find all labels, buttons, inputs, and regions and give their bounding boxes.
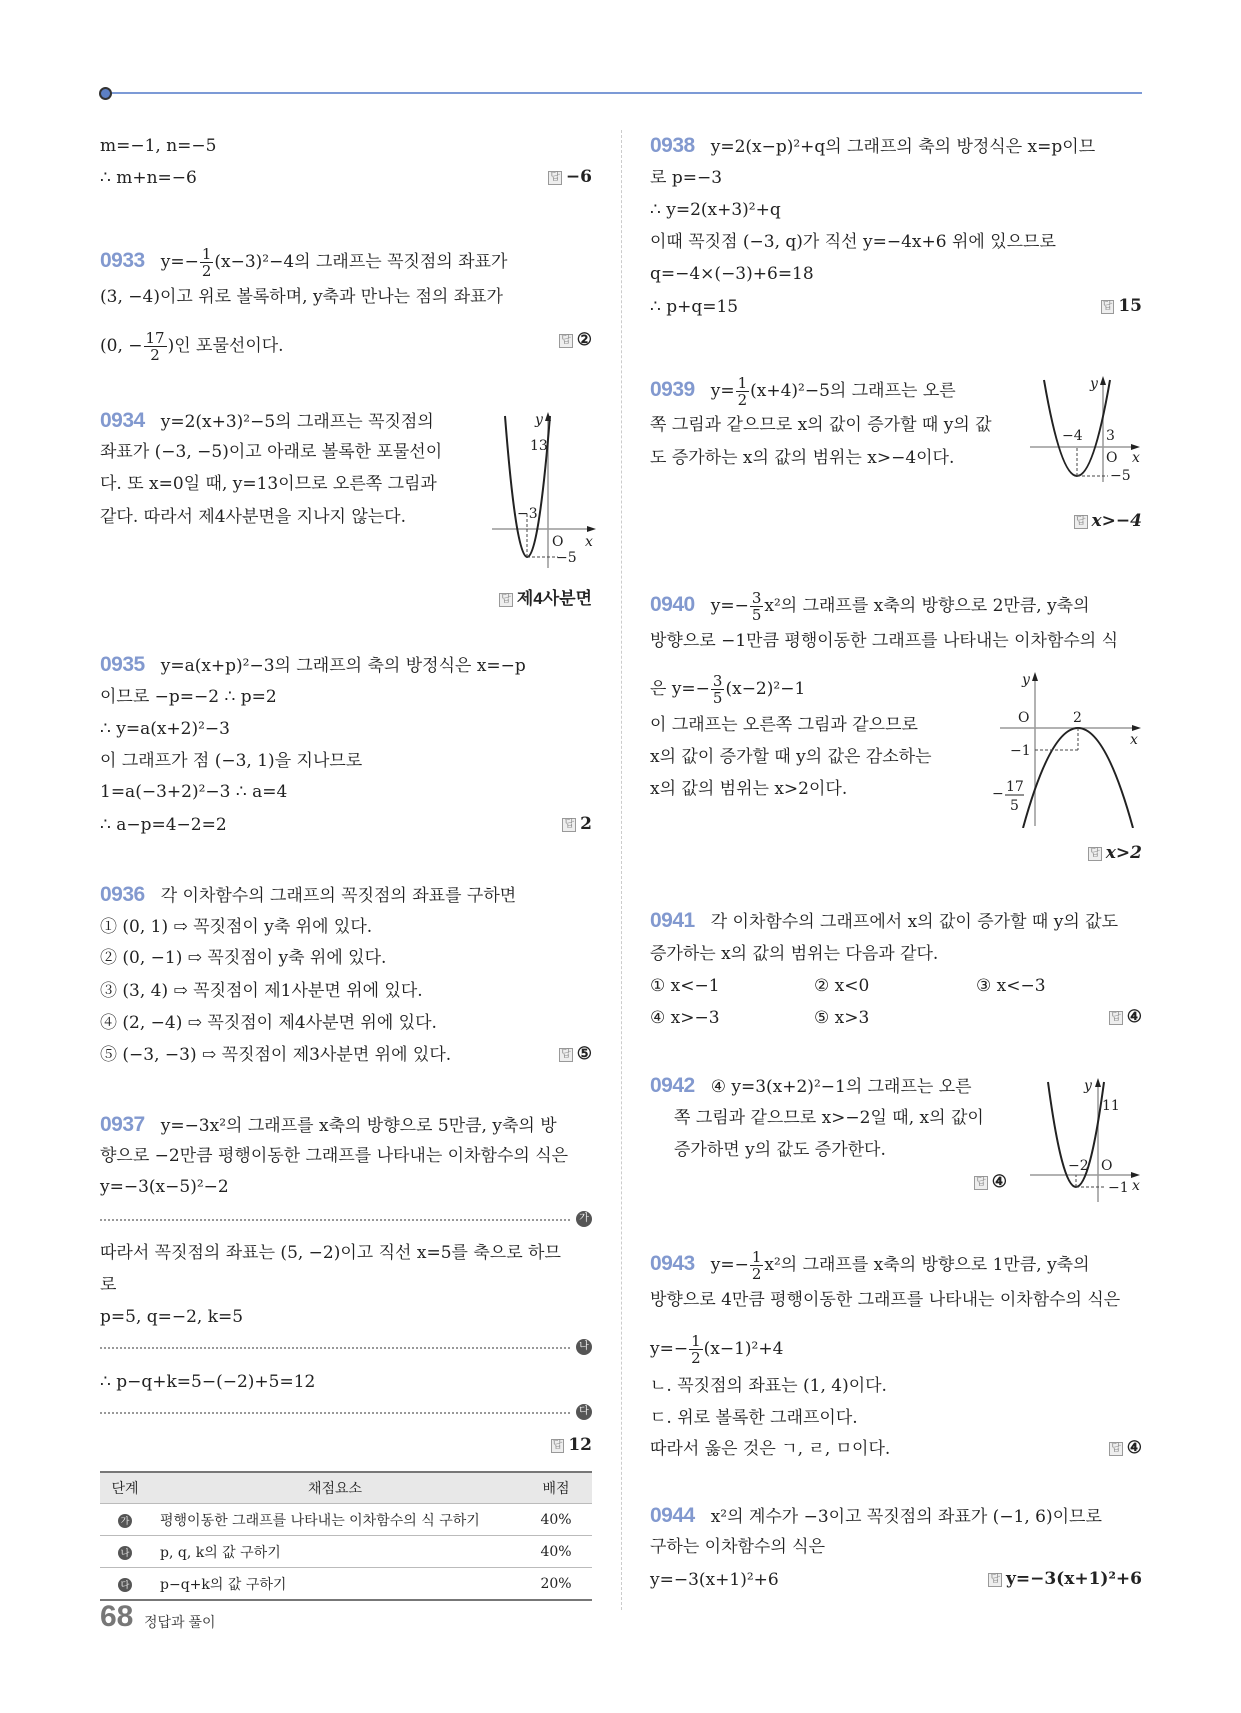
text-line [650,590,1090,623]
denominator: 2 [691,1349,701,1367]
tick-label: 17 [1006,779,1024,795]
text-line: 방향으로 −1만큼 평행이동한 그래프를 나타내는 이차함수의 식 [650,631,1119,651]
origin-label: O [1101,1158,1113,1174]
text: )인 포물선이다. [167,336,284,356]
text-line [100,654,526,677]
answer [1109,1438,1142,1458]
fraction [711,673,725,706]
answer-mark-icon: 답 [1111,1012,1121,1023]
table-cell: 평행이동한 그래프를 나타내는 이차함수의 식 구하기 [150,1504,520,1536]
answer-mark-icon: 답 [1090,848,1100,859]
answer [551,1435,592,1455]
text: 각 이차함수의 그래프의 꼭짓점의 좌표를 구하면 [160,886,517,906]
axis-label-x: x [1130,732,1138,748]
origin-label: O [1018,710,1030,726]
math: y=− [160,252,199,272]
math: (0, − [100,336,143,356]
table-cell: p−q+k의 값 구하기 [150,1568,520,1601]
text-line [100,884,516,907]
answer [974,1172,1007,1192]
answer-value: y=−3(x+1)²+6 [1005,1569,1142,1589]
text: x²의 그래프를 x축의 방향으로 2만큼, y축의 [764,596,1090,616]
axis-label-y: y [1084,1078,1092,1094]
text-line: 따라서 꼭짓점의 좌표는 (5, −2)이고 직선 x=5를 축으로 하므 [100,1243,561,1263]
answer-mark-icon: 답 [1102,301,1113,312]
step-marker: 가 [576,1211,592,1227]
origin-label: O [552,534,564,550]
table-row [100,1504,592,1536]
numerator: 1 [201,245,212,263]
text-line: 다. 또 x=0일 때, y=13이므로 오른쪽 그림과 [100,474,437,494]
text-line: y=−3(x+1)²+6 [650,1570,779,1590]
text-line [650,1249,1090,1282]
answer-value: ④ [1126,1438,1142,1458]
fraction [750,590,764,623]
fraction [736,375,750,408]
answer [988,1569,1142,1589]
axis-label-x: x [1132,450,1140,466]
tick-label: 5 [1010,798,1019,814]
text-line: 증가하는 x의 값의 범위는 다음과 같다. [650,944,939,964]
axis-label-y: y [1090,376,1098,392]
text-line: 증가하면 y의 값도 증가한다. [674,1140,886,1160]
denominator: 5 [751,606,762,624]
text-line: ∴ p−q+k=5−(−2)+5=12 [100,1372,316,1392]
answer-value: x>2 [1105,843,1142,863]
table-header [100,1472,592,1504]
math: 은 y=− [650,679,710,699]
text: y=2(x+3)²−5의 그래프는 꼭짓점의 [160,412,434,432]
text-line [650,1505,1102,1528]
option: ④ x>−3 [650,1008,720,1028]
answer [1088,843,1142,863]
list-item: ③ (3, 4) ⇨ 꼭짓점이 제1사분면 위에 있다. [100,981,423,1001]
list-item: ④ (2, −4) ⇨ 꼭짓점이 제4사분면 위에 있다. [100,1013,437,1033]
table-row [100,1536,592,1568]
graph-0939 [1028,372,1146,484]
origin-label: O [1106,450,1118,466]
answer-value: ④ [991,1172,1007,1192]
column-header: 배점 [520,1472,592,1504]
math: y=− [650,1339,689,1359]
problem-number: 0941 [650,909,695,932]
math: y=− [710,596,749,616]
text-line [100,330,284,363]
text-line: 따라서 옳은 것은 ㄱ, ㄹ, ㅁ이다. [650,1439,891,1459]
answer-value: ② [576,330,592,350]
numerator: 3 [712,672,723,690]
header-dot [99,87,112,100]
column-divider [621,130,622,1610]
text-line: 쪽 그림과 같으므로 x>−2일 때, x의 값이 [674,1108,984,1128]
answer-mark-icon: 답 [990,1574,1000,1585]
fraction [750,1249,764,1282]
text-line: 방향으로 4만큼 평행이동한 그래프를 나타내는 이차함수의 식은 [650,1290,1121,1310]
step-marker: 나 [576,1339,592,1355]
text-line: m=−1, n=−5 [100,136,217,156]
answer-value: ④ [1126,1007,1142,1027]
option: ① x<−1 [650,976,720,996]
text-line: ㄴ. 꼭짓점의 좌표는 (1, 4)이다. [650,1376,887,1396]
text-line [100,246,507,279]
problem-number: 0936 [100,883,145,906]
problem-number: 0937 [100,1113,145,1136]
tick-label: −1 [1010,743,1031,759]
numerator: 1 [737,374,748,392]
problem-number: 0944 [650,1504,695,1527]
text: x²의 그래프를 x축의 방향으로 1만큼, y축의 [764,1255,1090,1275]
numerator: 1 [751,1248,762,1266]
tick-label: 3 [1106,428,1115,444]
denominator: 2 [751,1265,762,1283]
answer [548,167,592,187]
option: ⑤ x>3 [814,1008,870,1028]
text-line: 좌표가 (−3, −5)이고 아래로 볼록한 포물선이 [100,442,443,462]
table-cell: 20% [520,1568,592,1601]
text-line: ∴ y=a(x+2)²−3 [100,719,230,739]
tick-label: −2 [1068,1158,1089,1174]
step-marker: 다 [118,1578,132,1592]
answer-mark-icon: 답 [550,172,560,183]
text-line: ∴ p+q=15 [650,297,739,317]
tick-label: −1 [1108,1180,1129,1196]
text-line: 쪽 그림과 같으므로 x의 값이 증가할 때 y의 값 [650,415,992,435]
step-marker: 가 [118,1514,132,1528]
text: (x+4)²−5의 그래프는 오른 [750,381,956,401]
page-number: 68 [100,1600,134,1633]
numerator: 17 [145,329,165,347]
text-line: x의 값의 범위는 x>2이다. [650,779,848,799]
answer-mark-icon: 답 [501,594,511,605]
problem-number: 0943 [650,1252,695,1275]
text-line [650,1075,972,1098]
problem-number: 0935 [100,653,145,676]
list-item: ① (0, 1) ⇨ 꼭짓점이 y축 위에 있다. [100,917,373,937]
denominator: 5 [712,689,723,707]
dotted-separator [100,1412,570,1414]
option: ② x<0 [814,976,870,996]
table-row [100,1568,592,1601]
list-item: ⑤ (−3, −3) ⇨ 꼭짓점이 제3사분면 위에 있다. [100,1045,452,1065]
math: y= [710,381,735,401]
answer-value: 2 [580,814,592,834]
table-cell: 40% [520,1504,592,1536]
axis-label-y: y [1022,672,1030,688]
graph-0934 [490,408,600,573]
text-line: ∴ m+n=−6 [100,168,197,188]
text-line: 구하는 이차함수의 식은 [650,1537,826,1557]
tick-label: 2 [1073,710,1082,726]
answer [1101,296,1142,316]
text: ④ y=3(x+2)²−1의 그래프는 오른 [710,1077,972,1097]
text-line [650,375,956,408]
answer-mark-icon: 답 [561,335,571,346]
text-line: 로 p=−3 [650,168,723,188]
footer-title: 정답과 풀이 [144,1614,216,1630]
text: (x−1)²+4 [703,1339,784,1359]
denominator: 2 [201,262,212,280]
math: y=− [710,1255,749,1275]
problem-number: 0939 [650,378,695,401]
text-line: (3, −4)이고 위로 볼록하며, y축과 만나는 점의 좌표가 [100,287,503,307]
problem-number: 0942 [650,1074,695,1097]
denominator: 2 [150,346,160,364]
text-line: y=−3(x−5)²−2 [100,1177,229,1197]
text-line: q=−4×(−3)+6=18 [650,264,814,284]
answer [559,330,592,350]
text-line: 이때 꼭짓점 (−3, q)가 직선 y=−4x+6 위에 있으므로 [650,232,1056,252]
numerator: 3 [751,589,762,607]
axis-label-y: y [535,412,543,428]
text-line [100,1114,557,1137]
answer-mark-icon: 답 [976,1177,986,1188]
tick-label: 13 [530,438,548,454]
answer [562,814,592,834]
column-header: 채점요소 [150,1472,520,1504]
dotted-separator [100,1219,570,1221]
text-line [650,673,805,706]
answer-value: 15 [1118,296,1142,316]
tick-label: − [992,786,1004,802]
option: ③ x<−3 [976,976,1046,996]
text-line: ∴ a−p=4−2=2 [100,815,227,835]
text: y=a(x+p)²−3의 그래프의 축의 방정식은 x=−p [160,656,526,676]
text-line: 로 [100,1275,117,1295]
fraction [200,246,214,279]
problem-number: 0934 [100,409,145,432]
numerator: 1 [691,1332,701,1350]
dotted-separator [100,1347,570,1349]
tick-label: 11 [1102,1098,1120,1114]
text-line [650,135,1095,158]
tick-label: −5 [1110,468,1131,484]
answer-mark-icon: 답 [552,1440,563,1451]
header-rule [106,92,1142,94]
text-line: ∴ y=2(x+3)²+q [650,200,781,220]
answer [559,1044,592,1064]
column-header: 단계 [100,1472,150,1504]
tick-label: −5 [556,550,577,566]
text-line: 이므로 −p=−2 ∴ p=2 [100,687,277,707]
text-line: 이 그래프가 점 (−3, 1)을 지나므로 [100,751,363,771]
answer-mark-icon: 답 [561,1049,571,1060]
answer-value: 제4사분면 [516,589,592,608]
answer [1074,511,1142,531]
text-line: 향으로 −2만큼 평행이동한 그래프를 나타내는 이차함수의 식은 [100,1146,569,1166]
fraction [689,1333,703,1366]
tick-label: −3 [517,506,538,522]
answer [499,584,592,609]
answer-value: −6 [565,167,592,187]
text: x²의 계수가 −3이고 꼭짓점의 좌표가 (−1, 6)이므로 [710,1507,1102,1527]
text: y=2(x−p)²+q의 그래프의 축의 방정식은 x=p이므 [710,137,1096,157]
text-line: ㄷ. 위로 볼록한 그래프이다. [650,1408,858,1428]
text-line: x의 값이 증가할 때 y의 값은 감소하는 [650,747,932,767]
tick-label: −4 [1062,428,1083,444]
answer-mark-icon: 답 [564,819,575,830]
text-line: 같다. 따라서 제4사분면을 지나지 않는다. [100,507,406,527]
text: 각 이차함수의 그래프에서 x의 값이 증가할 때 y의 값도 [710,912,1119,932]
step-marker: 나 [118,1546,132,1560]
axis-label-x: x [585,534,593,550]
text: y=−3x²의 그래프를 x축의 방향으로 5만큼, y축의 방 [160,1116,557,1136]
text-line: 도 증가하는 x의 값의 범위는 x>−4이다. [650,448,955,468]
answer [1109,1007,1142,1027]
list-item: ② (0, −1) ⇨ 꼭짓점이 y축 위에 있다. [100,948,387,968]
text-line: 이 그래프는 오른쪽 그림과 같으므로 [650,715,918,735]
graph-0942 [1028,1074,1146,1204]
scoring-table [100,1471,592,1601]
problem-number: 0940 [650,593,695,616]
axis-label-x: x [1132,1178,1140,1194]
answer-mark-icon: 답 [1075,516,1086,527]
fraction [144,330,167,363]
answer-value: 12 [568,1435,592,1455]
text-line [650,910,1118,933]
graph-0940 [980,668,1145,828]
problem-number: 0933 [100,249,145,272]
text: (x−3)²−4의 그래프는 꼭짓점의 좌표가 [214,252,508,272]
problem-number: 0938 [650,134,695,157]
text-line [650,1333,783,1366]
text-line: 1=a(−3+2)²−3 ∴ a=4 [100,782,288,802]
answer-value: ⑤ [576,1044,592,1064]
table-cell: p, q, k의 값 구하기 [150,1536,520,1568]
answer-mark-icon: 답 [1111,1443,1121,1454]
step-marker: 다 [576,1404,592,1420]
text-line: p=5, q=−2, k=5 [100,1307,244,1327]
text: (x−2)²−1 [725,679,806,699]
text-line [100,410,434,433]
table-cell: 40% [520,1536,592,1568]
answer-value: x>−4 [1091,511,1142,531]
denominator: 2 [737,391,748,409]
